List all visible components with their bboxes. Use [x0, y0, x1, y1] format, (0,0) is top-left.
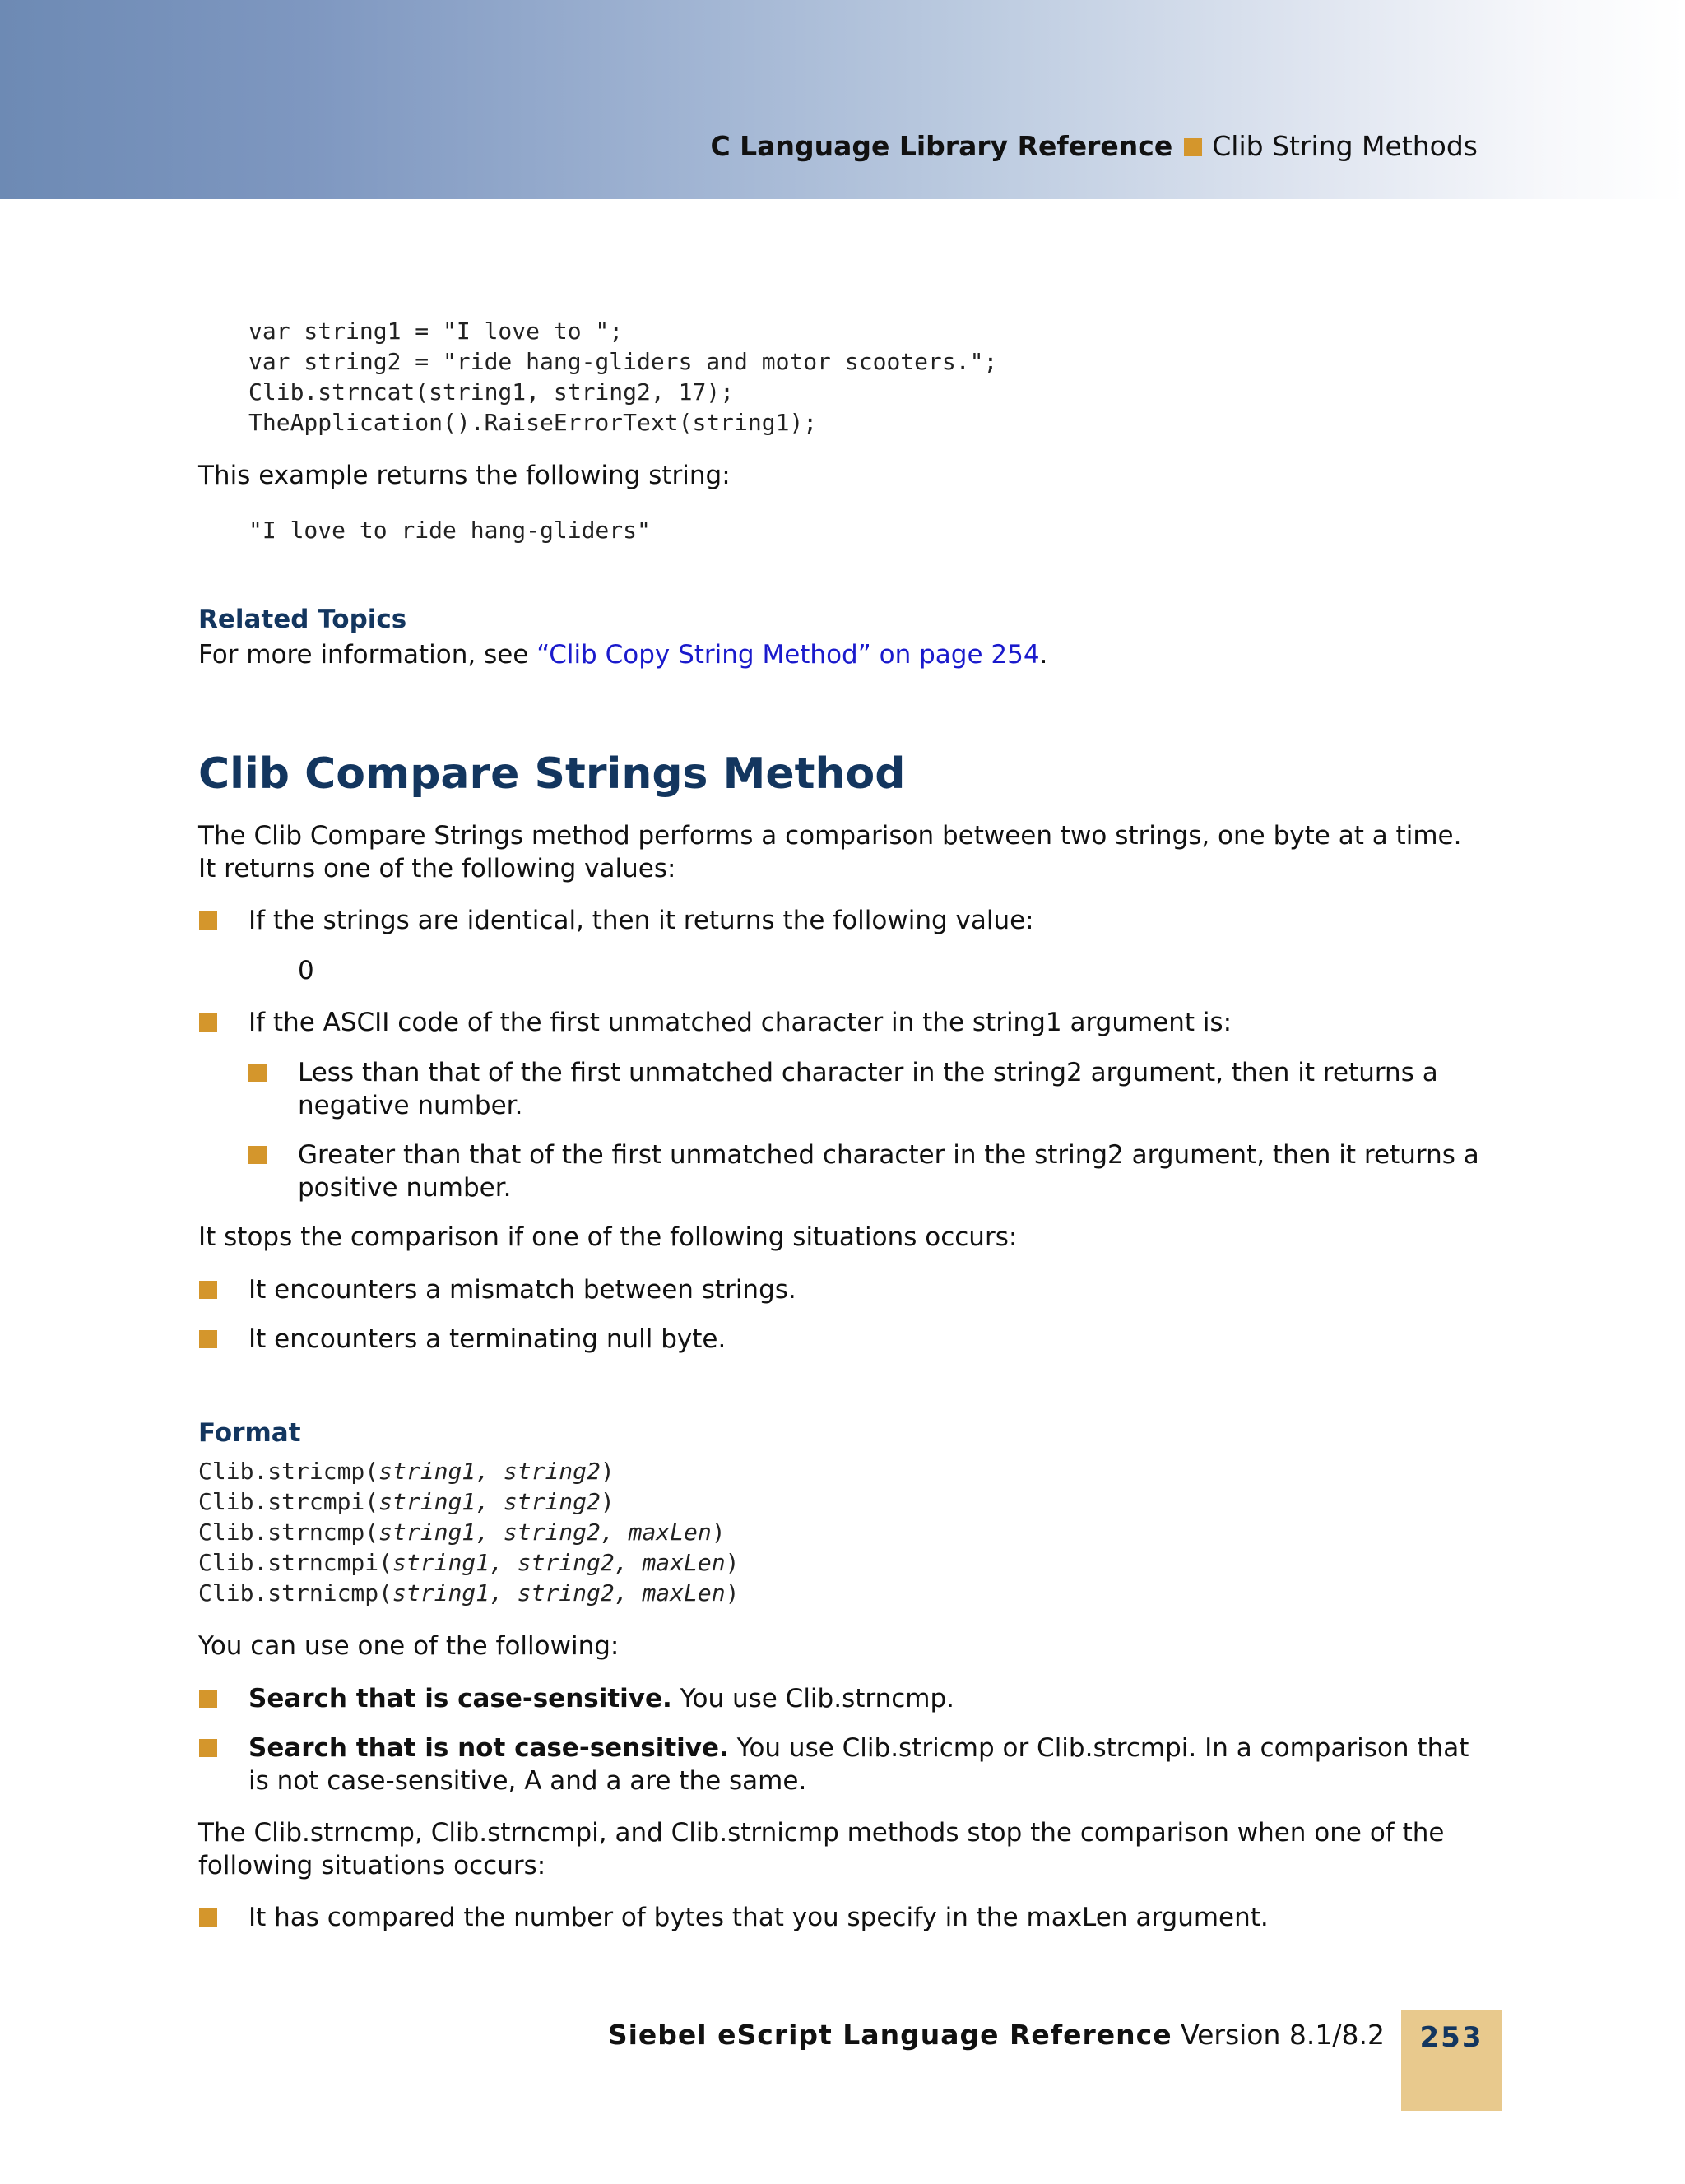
example-result: "I love to ride hang-gliders" [248, 517, 651, 544]
code-line-3: Clib.strncat(string1, string2, 17); [248, 378, 735, 406]
sub-bullet-square-icon [248, 1146, 267, 1164]
stops-item-2: It encounters a terminating null byte. [248, 1324, 726, 1354]
values-item-1-value: 0 [298, 956, 314, 985]
related-topics-heading: Related Topics [198, 605, 407, 634]
related-topics-text [198, 638, 1047, 671]
usage-item-2: Search that is not case-sensitive. You use Clib.stricmp or Clib.strcmpi. In a comparison that [248, 1733, 1469, 1763]
format-line-2: Clib.strcmpi(string1, string2) [198, 1488, 615, 1515]
usage-item-1: Search that is case-sensitive. You use Clib.strncmp. [248, 1684, 955, 1713]
page-number-box [1401, 2010, 1502, 2111]
values-item-1: If the strings are identical, then it returns the following value: [248, 906, 1034, 935]
limit-item-1: It has compared the number of bytes that you specify in the maxLen argument. [248, 1903, 1269, 1932]
sub-bullet-square-icon [248, 1064, 267, 1082]
limit-line-2: following situations occurs: [198, 1851, 546, 1880]
header-chapter: C Language Library Reference [710, 130, 1173, 162]
running-header [710, 130, 1478, 163]
format-line-3: Clib.strncmp(string1, string2, maxLen) [198, 1519, 726, 1546]
footer-book-title: Siebel eScript Language Reference Version 8.1/8.2 [607, 2019, 1385, 2051]
values-sub-1-line-1: Less than that of the first unmatched character in the string2 argument, then it returns a [298, 1058, 1438, 1087]
stops-intro: It stops the comparison if one of the following situations occurs: [198, 1222, 1018, 1252]
intro-line-2: It returns one of the following values: [198, 854, 676, 883]
related-link[interactable]: “Clib Copy String Method” on page 254 [536, 640, 1040, 670]
values-sub-2-line-2: positive number. [298, 1173, 512, 1203]
page-number: 253 [1419, 2021, 1483, 2054]
bullet-square-icon [199, 1690, 217, 1708]
code-line-4: TheApplication().RaiseErrorText(string1); [248, 409, 818, 436]
limit-line-1: The Clib.strncmp, Clib.strncmpi, and Clib.strnicmp methods stop the comparison when one of the [198, 1818, 1445, 1848]
intro-line-1: The Clib Compare Strings method performs a comparison between two strings, one byte at a time. [198, 821, 1462, 851]
header-band [0, 0, 1685, 199]
usage-item-2-line-2: is not case-sensitive, A and a are the same. [248, 1766, 807, 1796]
format-line-1: Clib.stricmp(string1, string2) [198, 1458, 615, 1485]
code-line-2: var string2 = "ride hang-gliders and motor scooters."; [248, 348, 998, 375]
bullet-square-icon [199, 1281, 217, 1299]
related-text-after: . [1039, 640, 1048, 670]
bullet-square-icon [199, 1013, 217, 1032]
values-item-2: If the ASCII code of the first unmatched character in the string1 argument is: [248, 1008, 1232, 1037]
code-line-1: var string1 = "I love to "; [248, 318, 624, 345]
bullet-square-icon [199, 1908, 217, 1927]
format-line-5: Clib.strnicmp(string1, string2, maxLen) [198, 1579, 740, 1607]
section-title: Clib Compare Strings Method [198, 749, 906, 799]
bullet-square-icon [199, 911, 217, 930]
bullet-square-icon [199, 1330, 217, 1348]
format-line-4: Clib.strncmpi(string1, string2, maxLen) [198, 1549, 740, 1576]
example-intro: This example returns the following string: [198, 461, 731, 490]
usage-intro: You can use one of the following: [198, 1631, 620, 1661]
values-sub-1-line-2: negative number. [298, 1091, 523, 1120]
stops-item-1: It encounters a mismatch between strings. [248, 1275, 796, 1305]
header-section: Clib String Methods [1212, 130, 1478, 162]
related-text-before: For more information, see [198, 640, 537, 670]
values-sub-2-line-1: Greater than that of the first unmatched character in the string2 argument, then it returns a [298, 1140, 1479, 1170]
format-heading: Format [198, 1418, 301, 1448]
header-separator-square-icon [1184, 138, 1202, 156]
bullet-square-icon [199, 1739, 217, 1757]
